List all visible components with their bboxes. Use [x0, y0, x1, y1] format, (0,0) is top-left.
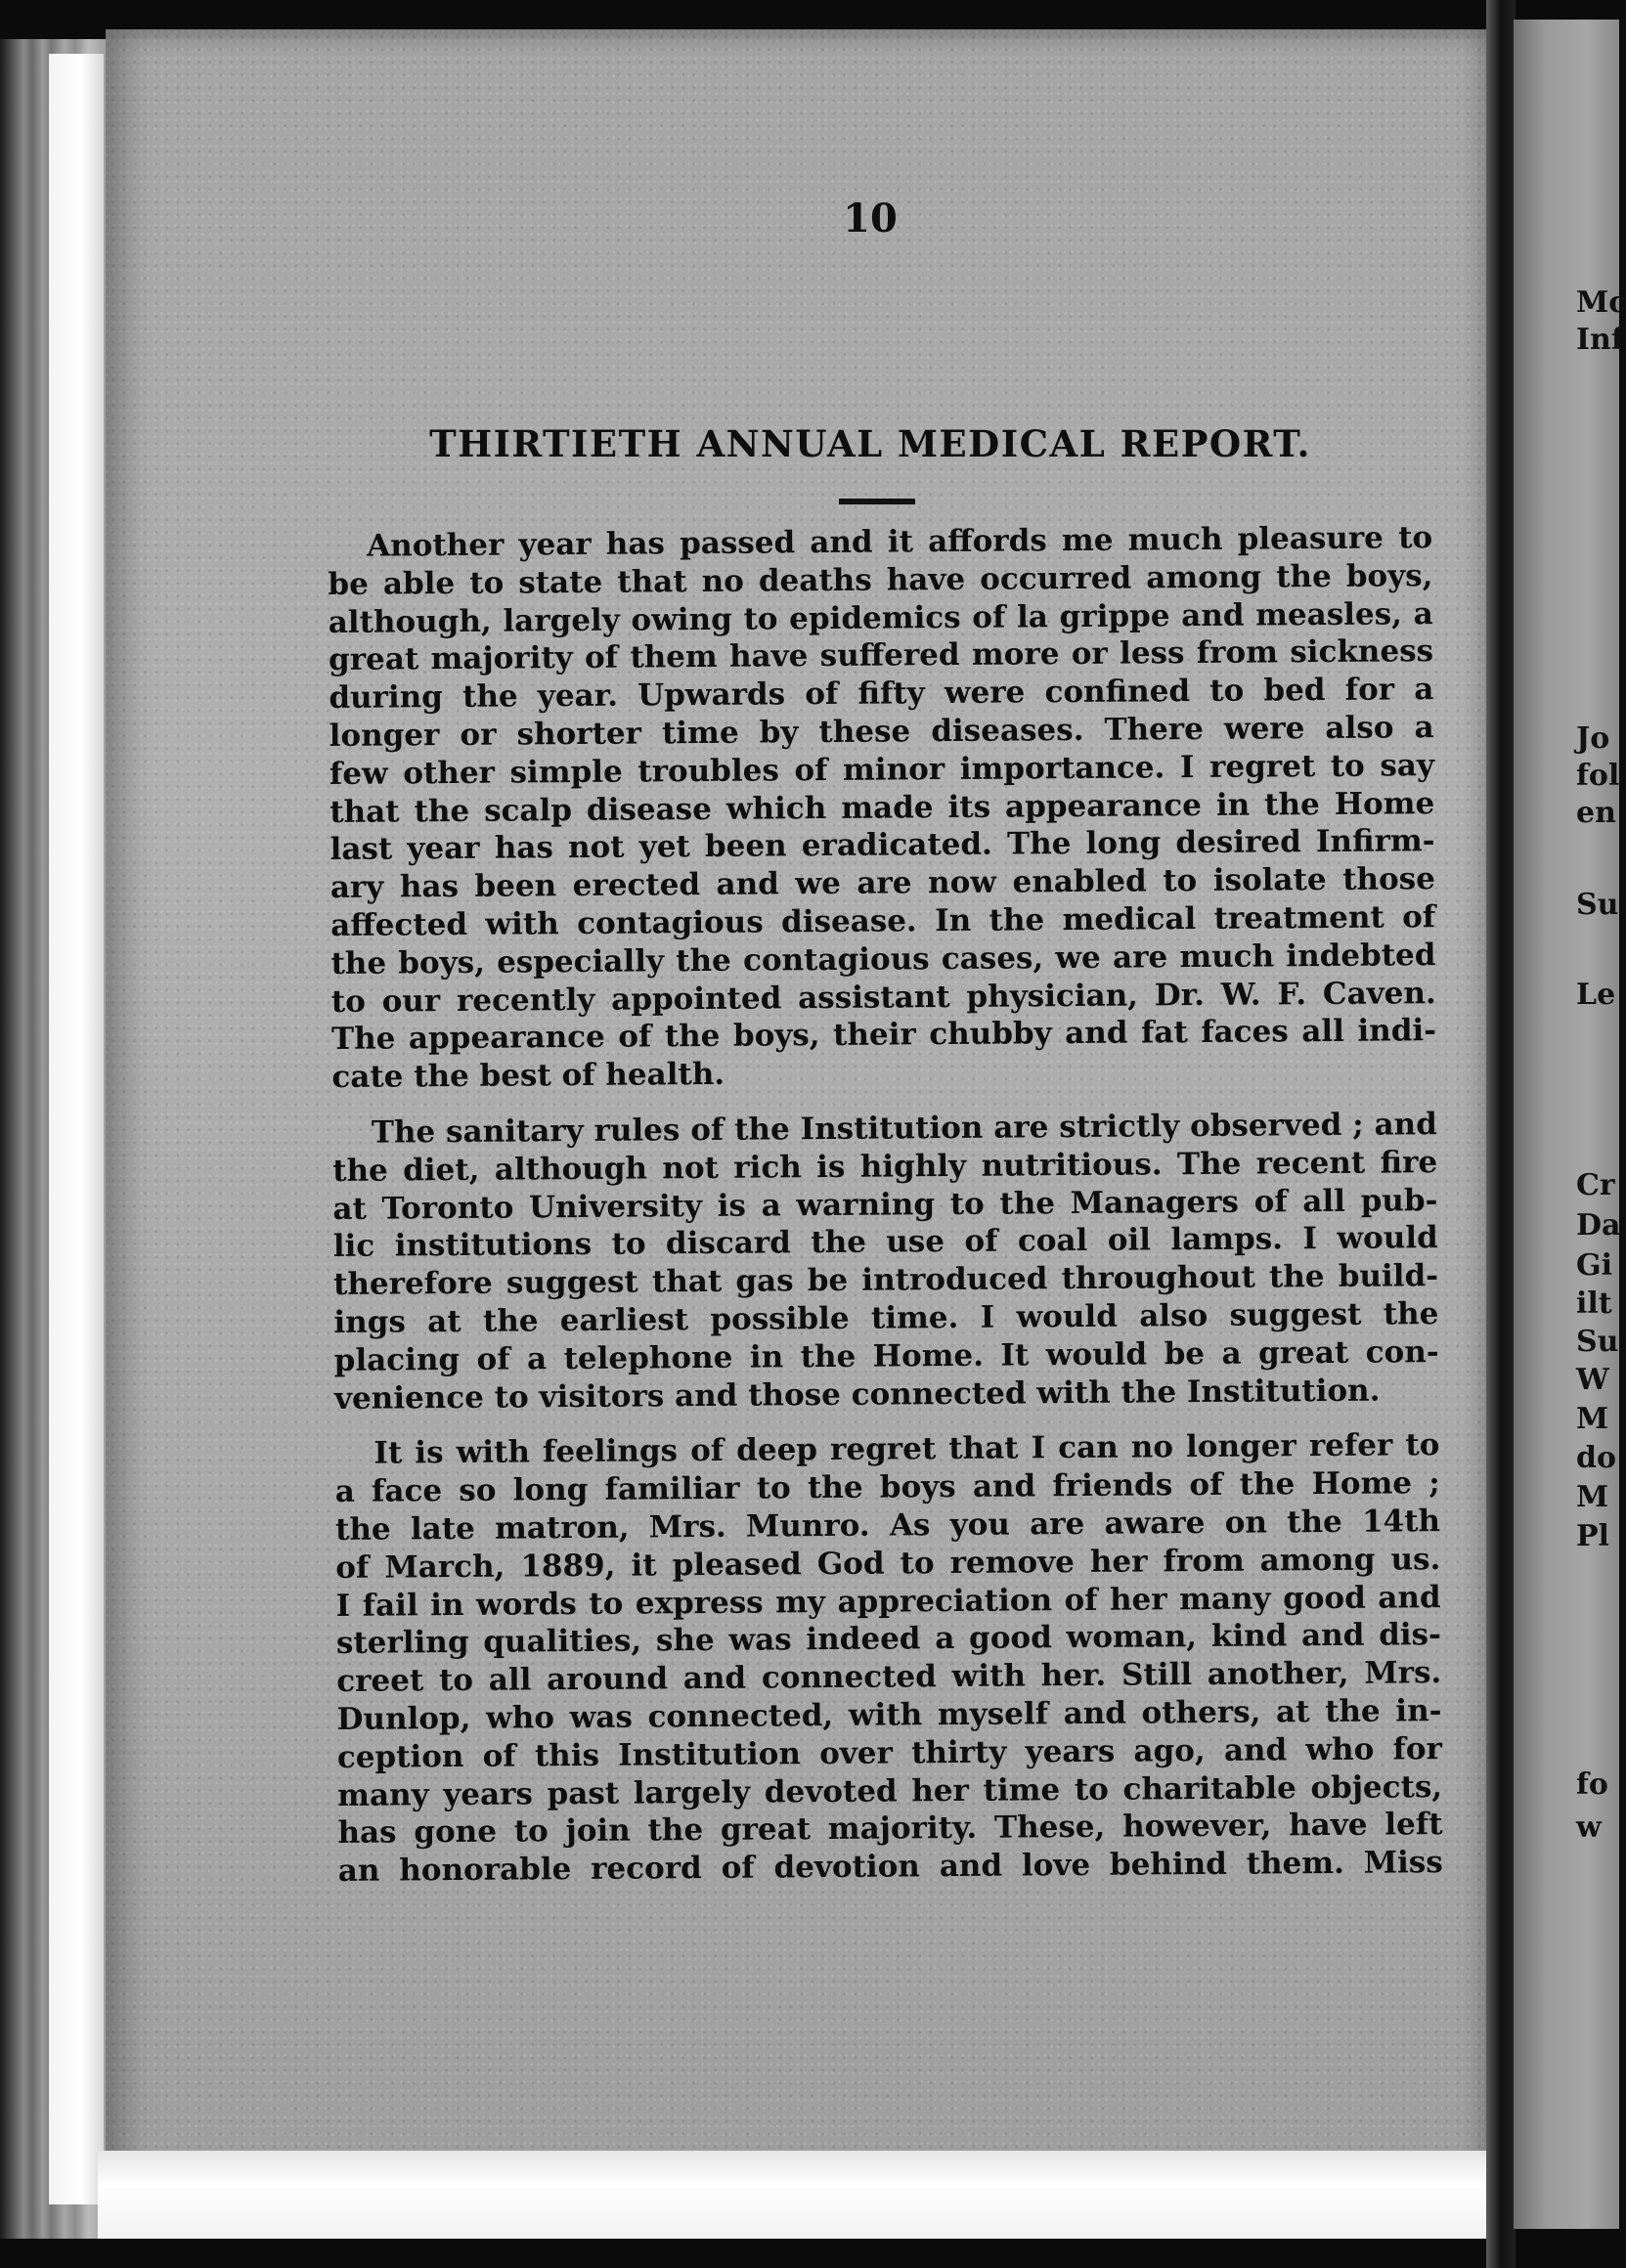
text-line: The sanitary rules of the Institution are strictly observed ; and	[371, 1107, 1437, 1151]
page-bottom-margin	[98, 2151, 1506, 2239]
text-line: of March, 1889, it pleased God to remove her from among us.	[335, 1541, 1441, 1586]
adjacent-page-fragment: Le	[1576, 978, 1616, 1012]
text-line: The appearance of the boys, their chubby and fat faces all indi-	[330, 1013, 1437, 1058]
adjacent-page-fragment: Gi	[1576, 1248, 1613, 1283]
text-line: that the scalp disease which made its appearance in the Home	[330, 785, 1435, 830]
text-line: during the year. Upwards of fifty were confined to bed for a	[329, 672, 1434, 717]
text-line: has gone to join the great majority. These, however, have left	[337, 1807, 1443, 1852]
adjacent-page-fragment: Cr	[1576, 1168, 1615, 1202]
page-number: 10	[843, 196, 898, 241]
text-line: ary has been erected and we are now enabled to isolate those	[330, 861, 1435, 906]
adjacent-page-fragment: Da	[1576, 1208, 1621, 1243]
text-line: ings at the earliest possible time. I would also suggest the	[333, 1296, 1439, 1340]
adjacent-page-fragment: M	[1576, 1402, 1609, 1436]
book-gutter	[1486, 0, 1516, 2268]
report-title: THIRTIETH ANNUAL MEDICAL REPORT.	[429, 422, 1311, 465]
text-line: cate the best of health.	[331, 1056, 725, 1096]
text-line: be able to state that no deaths have occurred among the boys,	[328, 557, 1433, 602]
adjacent-page-fragment: Su	[1576, 1325, 1619, 1359]
text-line: the late matron, Mrs. Munro. As you are aware on the 14th	[334, 1504, 1441, 1548]
text-line: last year has not yet been eradicated. The long desired Infirm-	[330, 823, 1435, 868]
text-line: Another year has passed and it affords me much pleasure to	[367, 520, 1433, 564]
text-line: placing of a telephone in the Home. It would be a great con-	[333, 1333, 1439, 1378]
text-line: Dunlop, who was connected, with myself and others, at the in-	[336, 1692, 1442, 1737]
adjacent-page-fragment: fo	[1576, 1767, 1608, 1802]
adjacent-page-fragment: do	[1576, 1441, 1616, 1475]
left-page-margin-strip	[49, 54, 104, 2204]
text-line: affected with contagious disease. In the medical treatment of	[330, 899, 1436, 943]
text-line: lic institutions to discard the use of coal oil lamps. I would	[332, 1220, 1438, 1265]
paragraph	[334, 1426, 1443, 1890]
text-line: although, largely owing to epidemics of la grippe and measles, a	[328, 595, 1433, 640]
text-line: creet to all around and connected with her. Still another, Mrs.	[336, 1655, 1442, 1700]
text-line: venience to visitors and those connected with the Institution.	[333, 1373, 1381, 1417]
text-line: It is with feelings of deep regret that I can no longer refer to	[374, 1427, 1440, 1471]
adjacent-page-fragment: Jo	[1576, 721, 1610, 756]
adjacent-page-fragment: Inf	[1576, 323, 1624, 357]
text-line: the diet, although not rich is highly nutritious. The recent fire	[332, 1144, 1438, 1189]
paragraph	[328, 519, 1437, 1097]
adjacent-page-fragment: en	[1576, 796, 1616, 830]
adjacent-page-fragment: fol	[1576, 759, 1620, 793]
text-line: many years past largely devoted her time to charitable objects,	[337, 1768, 1443, 1813]
adjacent-page-fragment: Pl	[1576, 1519, 1609, 1553]
text-line: sterling qualities, she was indeed a good woman, kind and dis-	[335, 1617, 1442, 1662]
adjacent-page-fragment: Su	[1576, 888, 1619, 922]
text-line: an honorable record of devotion and love behind them. Miss	[337, 1845, 1443, 1890]
text-line: the boys, especially the contagious cases, we are much indebted	[330, 937, 1436, 981]
text-line: few other simple troubles of minor importance. I regret to say	[329, 747, 1435, 792]
text-line: longer or shorter time by these diseases. There were also a	[329, 710, 1434, 754]
text-line: at Toronto University is a warning to the Managers of all pub-	[332, 1182, 1438, 1227]
adjacent-page-fragment: w	[1576, 1810, 1602, 1845]
adjacent-page-fragment: M	[1576, 1480, 1609, 1514]
text-line: to our recently appointed assistant physician, Dr. W. F. Caven.	[330, 975, 1436, 1020]
text-line: I fail in words to express my appreciation of her many good and	[335, 1579, 1441, 1624]
adjacent-page-fragment: Mc	[1576, 285, 1626, 320]
report-body	[328, 519, 1443, 1891]
text-line: great majority of them have suffered more or less from sickness	[328, 633, 1434, 678]
adjacent-page-fragment: W	[1576, 1363, 1609, 1397]
paragraph	[332, 1106, 1439, 1418]
title-rule	[839, 499, 915, 504]
adjacent-page-fragment: ilt	[1576, 1287, 1612, 1321]
text-line: a face so long familiar to the boys and friends of the Home ;	[334, 1465, 1440, 1510]
text-line: ception of this Institution over thirty years ago, and who for	[336, 1730, 1442, 1775]
text-line: therefore suggest that gas be introduced throughout the build-	[332, 1258, 1439, 1303]
